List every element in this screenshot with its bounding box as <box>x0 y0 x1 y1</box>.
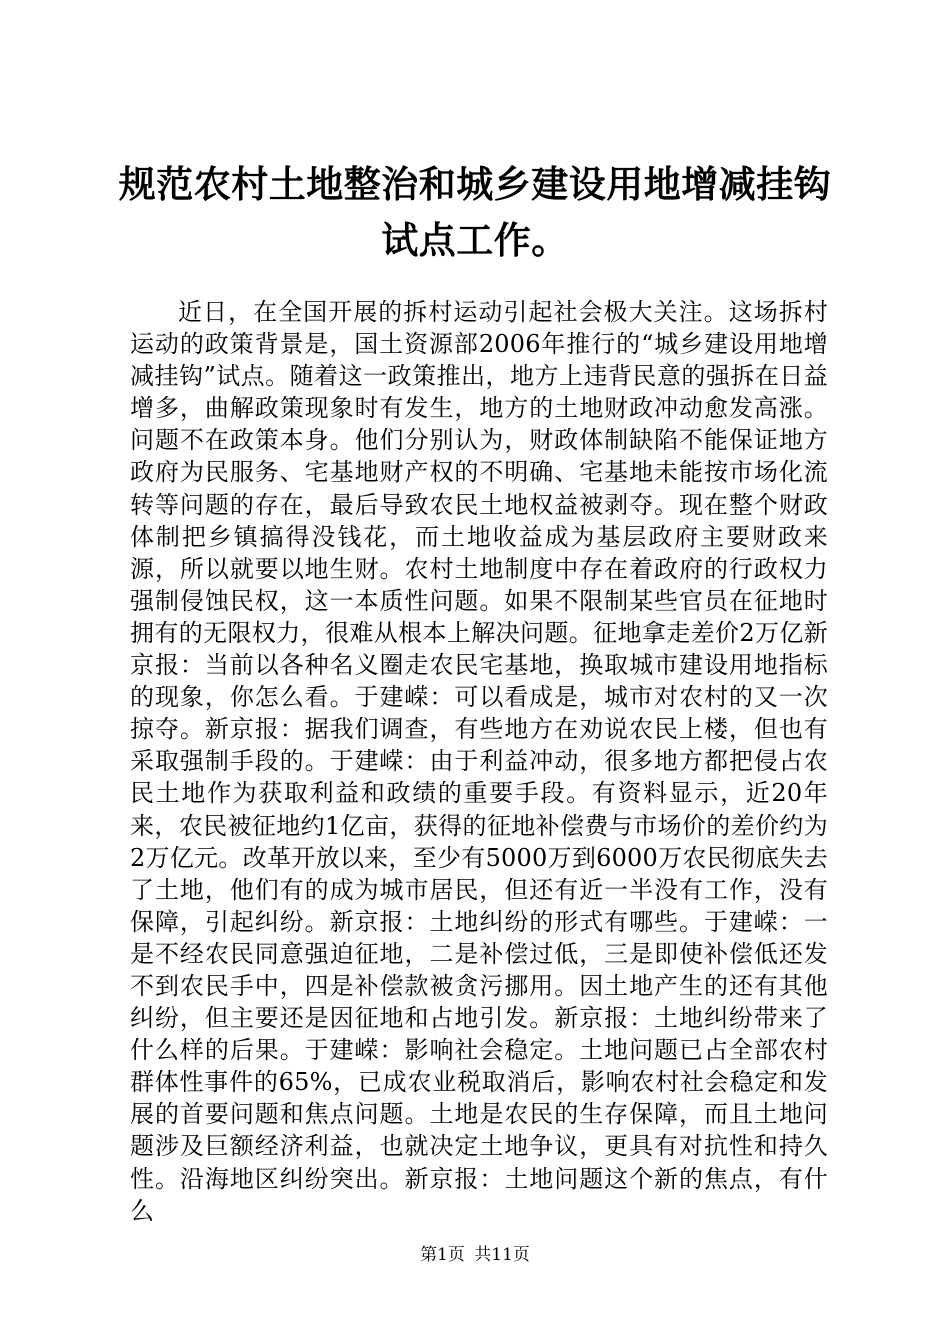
page-footer <box>0 1244 950 1266</box>
document-title: 规范农村土地整治和城乡建设用地增减挂钩试点工作。 <box>118 162 832 262</box>
page-total: 共11页 <box>474 1245 530 1265</box>
document-body: 近日，在全国开展的拆村运动引起社会极大关注。这场拆村运动的政策背景是，国土资源部2006年推行的“城乡建设用地增减挂钩”试点。随着这一政策推出，地方上违背民意的强拆在日益增多，曲解政策现象时有发生，地方的土地财政冲动愈发高涨。问题不在政策本身。他们分别认为，财政体制缺陷不能保证地方政府为民服务、宅基地财产权的不明确、宅基地未能按市场化流转等问题的存在，最后导致农民土地权益被剥夺。现在整个财政体制把乡镇搞得没钱花，而土地收益成为基层政府主要财政来源，所以就要以地生财。农村土地制度中存在着政府的行政权力强制侵蚀民权，这一本质性问题。如果不限制某些官员在征地时拥有的无限权力，很难从根本上解决问题。征地拿走差价2万亿新京报：当前以各种名义圈走农民宅基地，换取城市建设用地指标的现象，你怎么看。于建嵘：可以看成是，城市对农村的又一次掠夺。新京报：据我们调查，有些地方在劝说农民上楼，但也有采取强制手段的。于建嵘：由于利益冲动，很多地方都把侵占农民土地作为获取利益和政绩的重要手段。有资料显示，近20年来，农民被征地约1亿亩，获得的征地补偿费与市场价的差价约为2万亿元。改革开放以来，至少有5000万到6000万农民彻底失去了土地，他们有的成为城市居民，但还有近一半没有工作，没有保障，引起纠纷。新京报：土地纠纷的形式有哪些。于建嵘：一是不经农民同意强迫征地，二是补偿过低，三是即使补偿低还发不到农民手中，四是补偿款被贪污挪用。因土地产生的还有其他纠纷，但主要还是因征地和占地引发。新京报：土地纠纷带来了什么样的后果。于建嵘：影响社会稳定。土地问题已占全部农村群体性事件的65%，已成农业税取消后，影响农村社会稳定和发展的首要问题和焦点问题。土地是农民的生存保障，而且土地问题涉及巨额经济利益，也就决定土地争议，更具有对抗性和持久性。沿海地区纠纷突出。新京报：土地问题这个新的焦点，有什么 <box>130 298 828 1225</box>
page-number: 第1页 <box>420 1245 465 1265</box>
